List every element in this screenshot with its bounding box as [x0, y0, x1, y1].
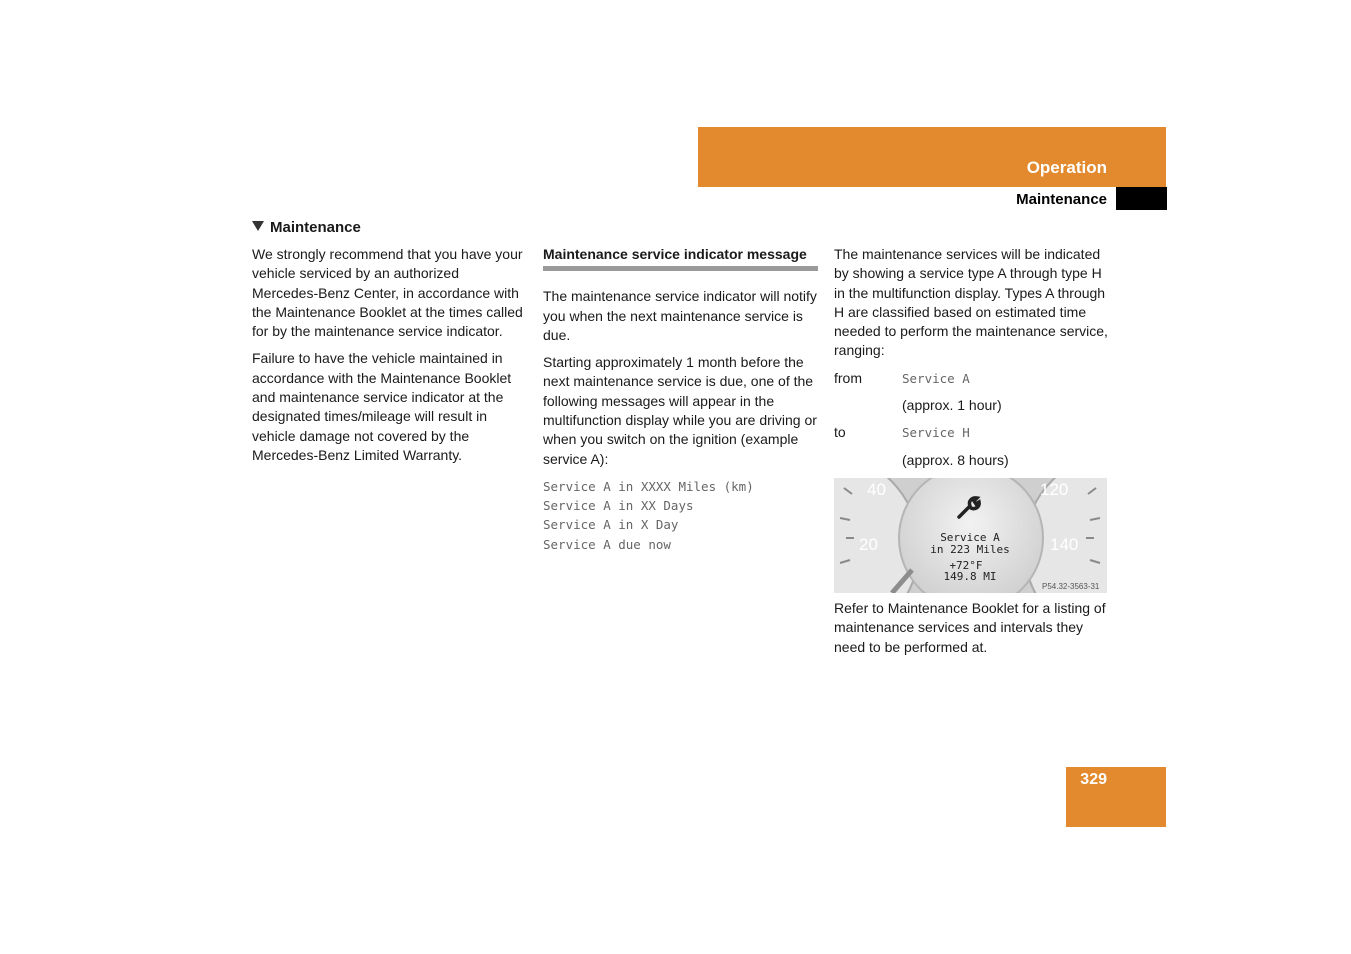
instrument-cluster-image: [834, 478, 1107, 593]
range-note: (approx. 1 hour): [902, 397, 1002, 414]
paragraph: Failure to have the vehicle maintained in accordance with the Maintenance Booklet and maintenance service indicator at the designated times/mileage will result in vehicle damage not covered by the Mercedes-Benz Limited Warranty.: [252, 350, 512, 463]
range-label: to: [834, 424, 846, 441]
column-3: [834, 245, 1110, 665]
range-value: Service H: [902, 425, 970, 441]
range-from: [834, 369, 1110, 388]
range-to-note: [834, 451, 1110, 470]
range-note: (approx. 8 hours): [902, 451, 1009, 468]
column-2: [543, 245, 818, 554]
paragraph: The maintenance service indicator will notify you when the next maintenance service is due.: [543, 288, 817, 343]
range-from-note: [834, 396, 1110, 415]
range-label: from: [834, 369, 862, 386]
paragraph: Refer to Maintenance Booklet for a listing of maintenance services and intervals they need to be performed at.: [834, 599, 1106, 655]
thumb-tab: [1116, 187, 1167, 210]
heading-text: Maintenance: [270, 219, 361, 236]
paragraph: We strongly recommend that you have your vehicle serviced by an authorized Mercedes-Benz Center, in accordance with the Maintenance Booklet at the times called for by the maintenance service indicator.: [252, 246, 523, 340]
page-number: 329: [1080, 771, 1107, 788]
triangle-down-icon: [252, 221, 264, 231]
display-temp-line: +72°F: [949, 558, 983, 572]
message-item: Service A in XXXX Miles (km): [543, 478, 754, 494]
display-service-line: Service A: [940, 530, 1000, 544]
image-code: P54.32-3563-31: [1042, 581, 1100, 591]
range-to: [834, 423, 1110, 442]
column-1: [252, 245, 527, 473]
message-item: Service A due now: [543, 536, 671, 552]
message-item: Service A in XX Days: [543, 498, 694, 514]
display-odometer-line: 149.8 MI: [943, 569, 997, 583]
display-miles-line: in 223 Miles: [930, 542, 1010, 556]
gauge-label-140: 140: [1050, 534, 1079, 554]
section-title: Operation: [1026, 158, 1107, 177]
cluster-illustration: [834, 478, 1107, 593]
gauge-label-120: 120: [1040, 479, 1069, 499]
paragraph: The maintenance services will be indicated by showing a service type A through type H in the multifunction display. Types A through H are classified based on estimated time needed to perform the maintenance service, ranging:: [834, 246, 1108, 359]
subsection-title: Maintenance: [1016, 191, 1107, 208]
range-value: Service A: [902, 370, 970, 386]
message-item: Service A in X Day: [543, 517, 679, 533]
page-heading: [252, 219, 361, 236]
gauge-label-20: 20: [859, 534, 878, 554]
gauge-label-40: 40: [867, 479, 886, 499]
header-band: [698, 127, 1166, 187]
message-list: [543, 477, 818, 554]
subheading: Maintenance service indicator message: [543, 245, 818, 271]
paragraph: Starting approximately 1 month before the next maintenance service is due, one of the following messages will appear in the multifunction display while you are driving or when you switch on the ignition (example service A):: [543, 354, 817, 467]
